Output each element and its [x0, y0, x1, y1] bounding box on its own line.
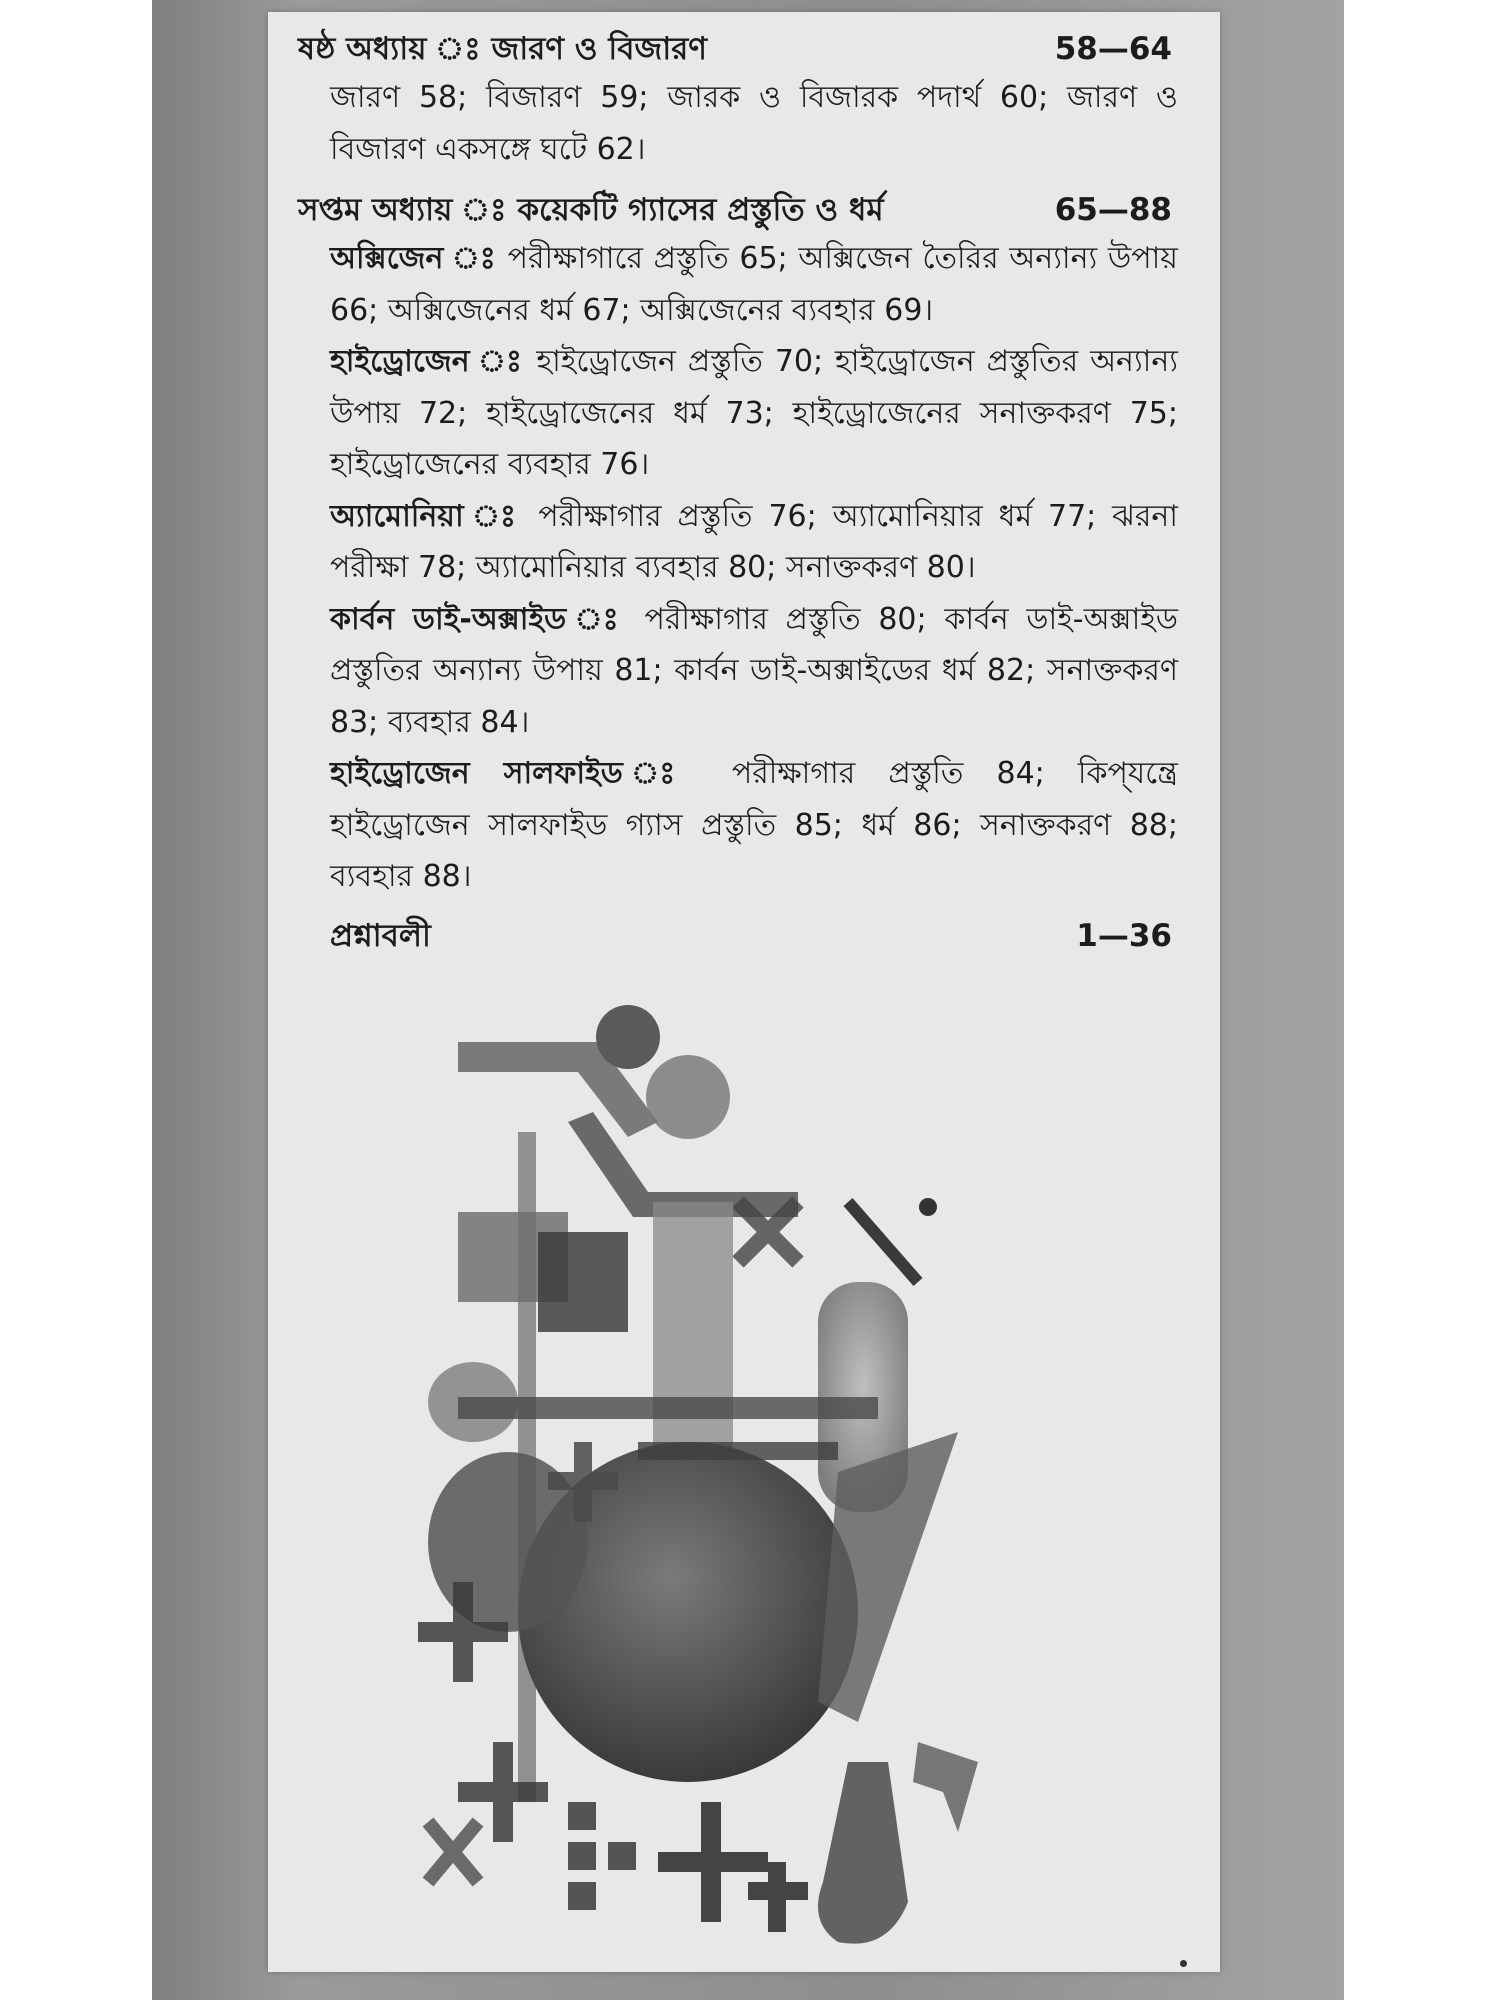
hydrogen-label: হাইড্রোজেন ঃ	[330, 344, 525, 379]
ammonia-text: পরীক্ষাগার প্রস্তুতি 76; অ্যামোনিয়ার ধর্ম 77; ঝরনা পরীক্ষা 78; অ্যামোনিয়ার ব্যবহার 80; সনাক্তকরণ 80।	[330, 498, 1178, 585]
dot-right	[919, 1198, 937, 1216]
chapter-6-entry	[330, 72, 1178, 175]
carbon-dioxide-label: কার্বন ডাই-অক্সাইড ঃ	[330, 601, 627, 637]
x-mark-bottom	[428, 1822, 478, 1882]
bottom-right-angle	[913, 1742, 978, 1832]
hydrogen-text: হাইড্রোজেন প্রস্তুতি 70; হাইড্রোজেন প্রস্তুতির অন্যান্য উপায় 72; হাইড্রোজেনের ধর্ম 73; হাইড্রোজেনের সনাক্তকরণ 75; হাইড্রোজেনের ব্যবহার 76।	[330, 344, 1178, 482]
table-of-contents	[298, 26, 1178, 959]
hydrogen-sulfide-text: পরীক্ষাগার প্রস্তুতি 84; কিপ্‌যন্ত্রে হাইড্রোজেন সালফাইড গ্যাস প্রস্তুতি 85; ধর্ম 86; সনাক্তকরণ 88; ব্যবহার 88।	[330, 756, 1178, 894]
hydrogen-entry	[330, 336, 1178, 491]
chapter-7-title: সপ্তম অধ্যায় ঃ কয়েকটি গ্যাসের প্রস্তুতি ও ধর্ম	[298, 192, 884, 228]
carbon-dioxide-text: পরীক্ষাগার প্রস্তুতি 80; কার্বন ডাই-অক্সাইড প্রস্তুতির অন্যান্য উপায় 81; কার্বন ডাই-অক্সাইডের ধর্ম 82; সনাক্তকরণ 83; ব্যবহার 84।	[330, 601, 1178, 740]
square-grid	[568, 1802, 636, 1910]
top-ball-small	[646, 1055, 730, 1139]
book-page	[268, 12, 1220, 1972]
oxygen-entry	[330, 233, 1178, 336]
cone-shape	[818, 1432, 958, 1722]
answers-pages: 1—36	[1076, 917, 1172, 954]
cross-bar-2	[638, 1442, 838, 1460]
hydrogen-sulfide-entry	[330, 748, 1178, 903]
chapter-6-pages: 58—64	[1054, 31, 1172, 67]
oxygen-label: অক্সিজেন ঃ	[330, 241, 497, 276]
chapter-7-pages: 65—88	[1054, 192, 1172, 228]
answers-heading	[330, 913, 1178, 959]
dark-block	[538, 1232, 628, 1332]
ammonia-entry	[330, 491, 1178, 594]
speck	[1180, 1960, 1187, 1967]
chapter-6-heading	[298, 26, 1178, 72]
x-mark-right	[848, 1202, 918, 1282]
top-ball	[596, 1005, 660, 1069]
cross-bar-1	[458, 1397, 878, 1419]
chemistry-illustration	[418, 1002, 1018, 1962]
hydrogen-sulfide-label: হাইড্রোজেন সালফাইড ঃ	[330, 756, 699, 791]
oxygen-text: পরীক্ষাগারে প্রস্তুতি 65; অক্সিজেন তৈরির অন্যান্য উপায় 66; অক্সিজেনের ধর্ম 67; অক্সিজেনের ব্যবহার 69।	[330, 241, 1178, 328]
carbon-dioxide-entry	[330, 594, 1178, 749]
plus-mark-bottom	[658, 1802, 808, 1932]
bottom-vessel	[818, 1762, 908, 1944]
chapter-6-title: ষষ্ঠ অধ্যায় ঃ জারণ ও বিজারণ	[298, 31, 708, 67]
chapter-6-entry-text: জারণ 58; বিজারণ 59; জারক ও বিজারক পদার্থ 60; জারণ ও বিজারণ একসঙ্গে ঘটে 62।	[330, 80, 1178, 167]
chapter-7-heading	[298, 187, 1178, 233]
ammonia-label: অ্যামোনিয়া ঃ	[330, 498, 523, 534]
answers-title: প্রশ্নাবলী	[330, 917, 431, 954]
